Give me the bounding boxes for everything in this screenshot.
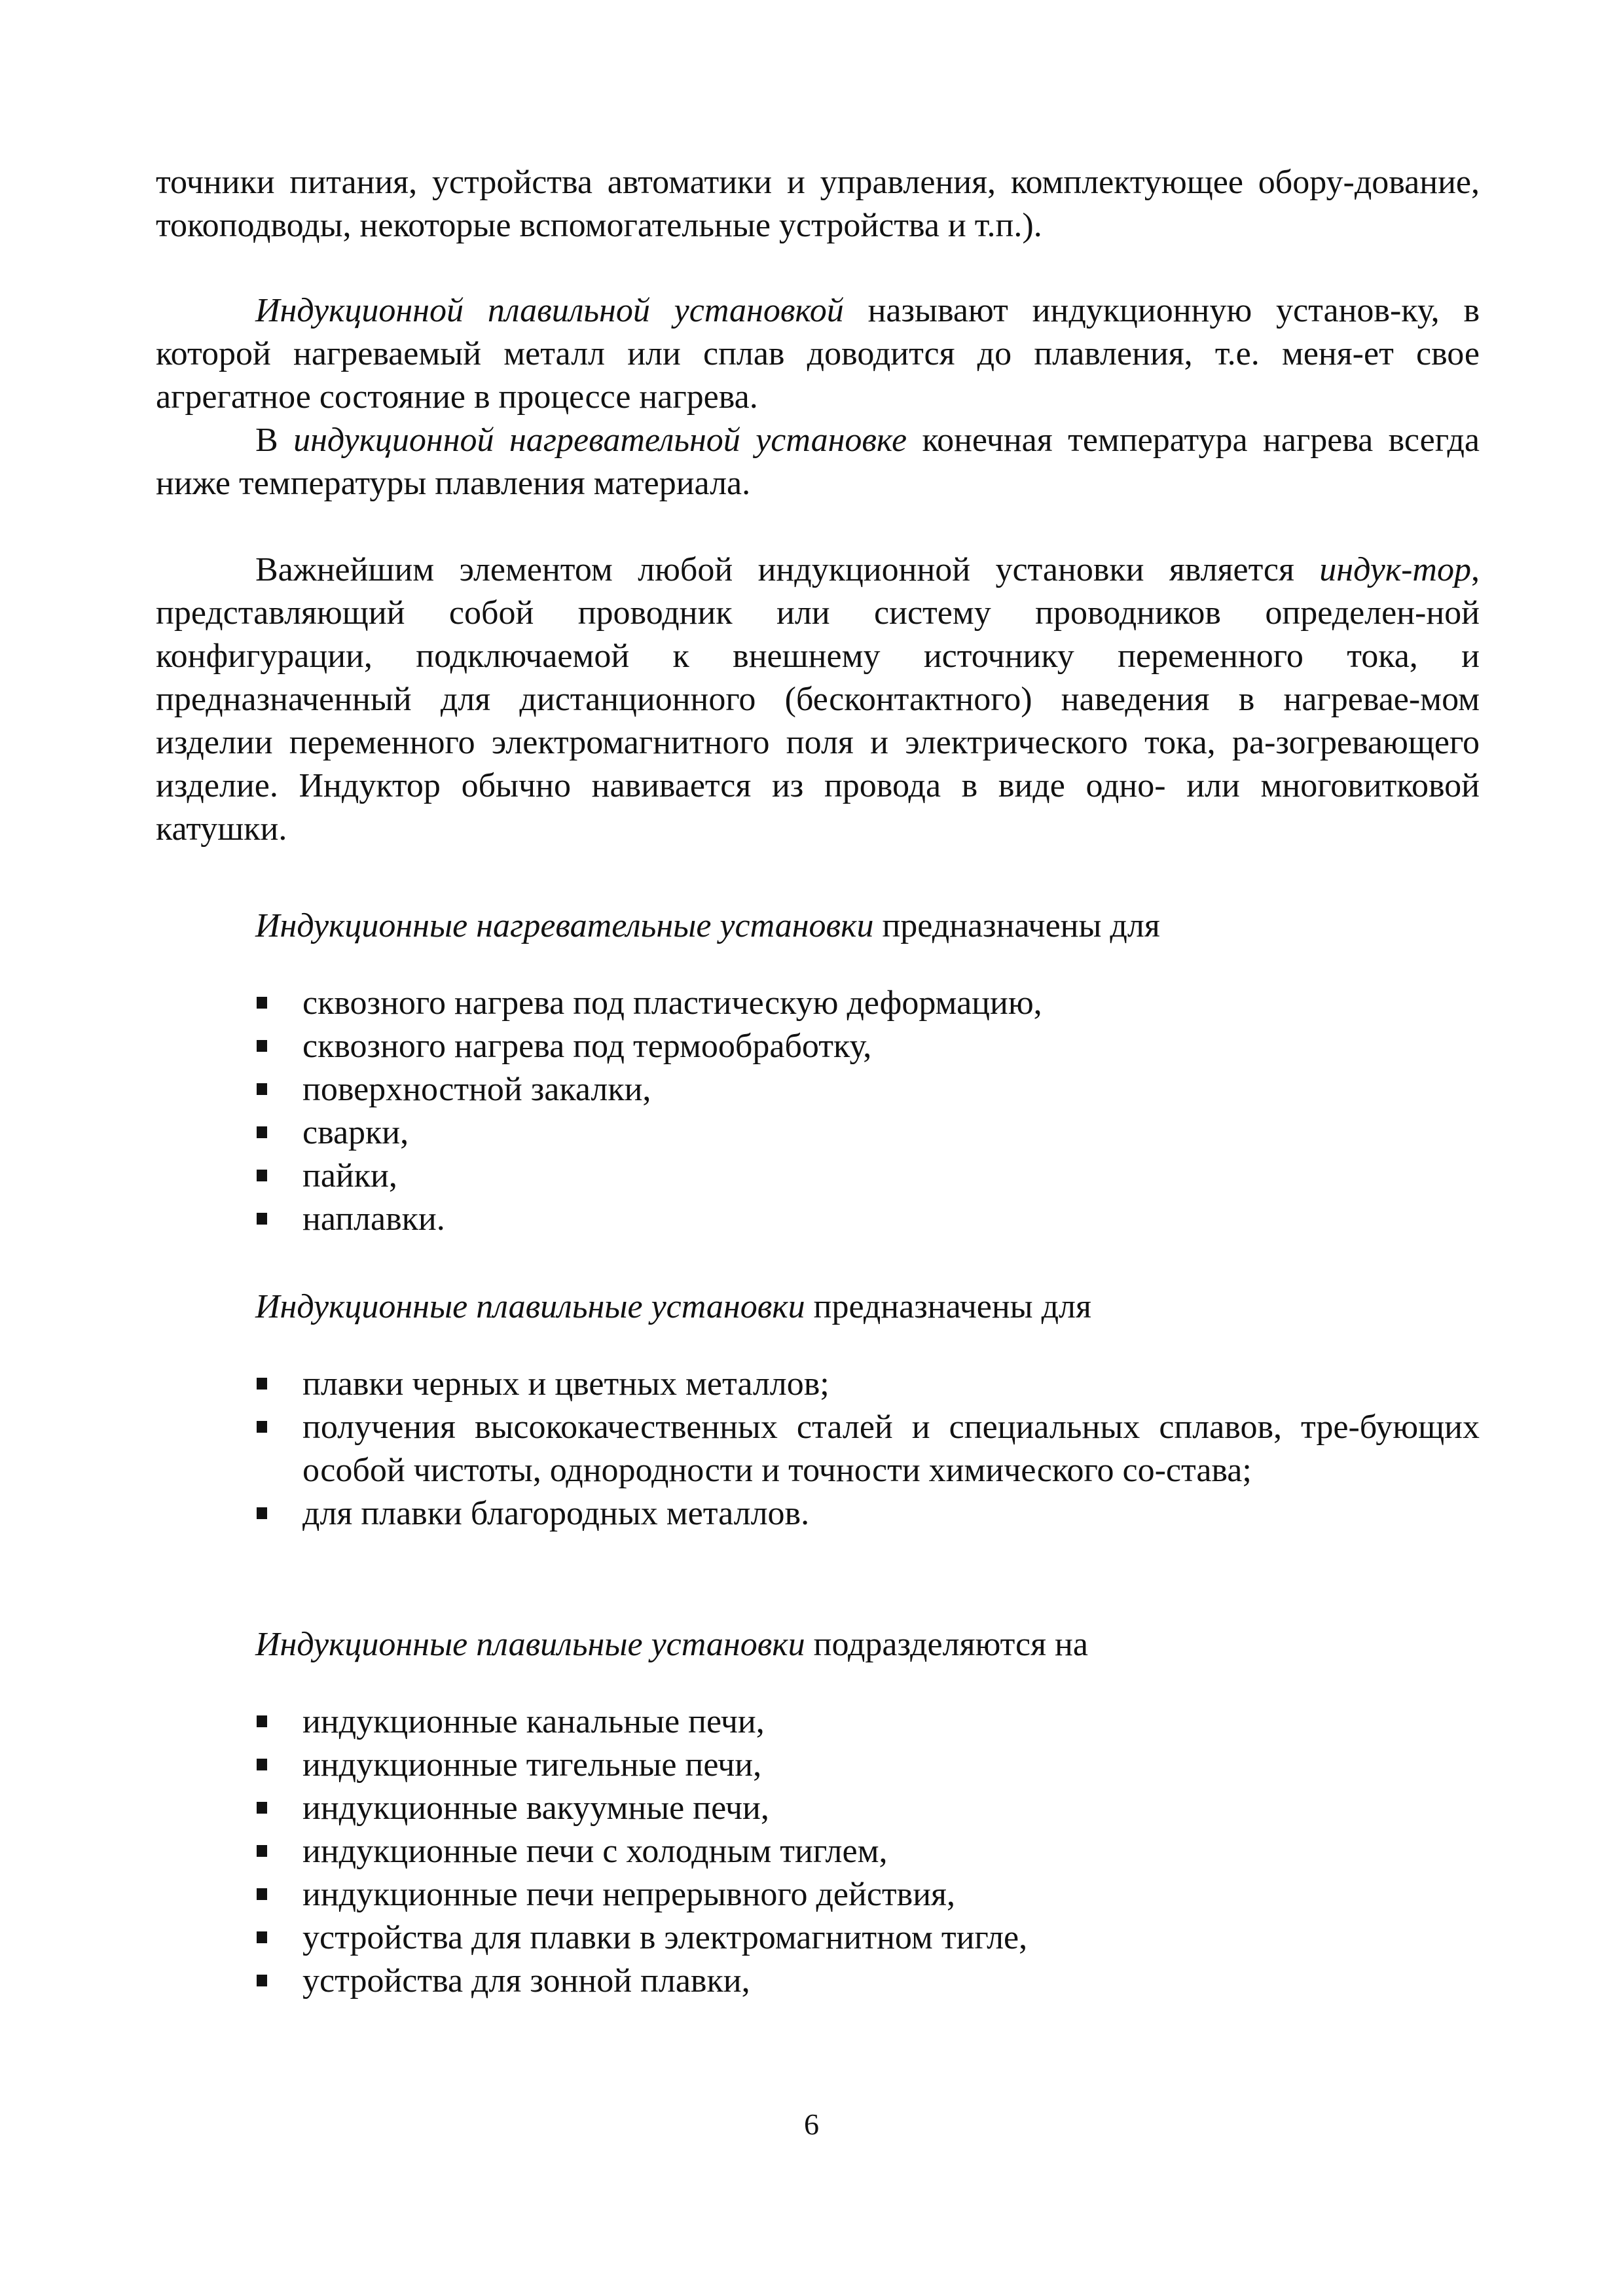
bullet-icon [257,1931,267,1943]
inductor-text: , представляющий собой проводник или систему проводников определен-ной конфигурации, подключаемой к внешнему источнику переменного тока, и предназначенный для дистанционного (бесконтактного) наведения в нагревае-мом изделии переменного электромагнитного поля и электрического тока, ра-зогревающего изделие. Индуктор обычно навивается из провода в виде одно- или многовитковой катушки. [156,551,1480,848]
melting-definition-term: Индукционной плавильной установкой [255,292,844,329]
bullet-icon [257,1083,267,1095]
melting-types-text: подразделяются на [805,1626,1088,1663]
list-item [0,1830,1480,1873]
heating-definition-text: конечная температура нагрева всегда ниже температуры плавления материала. [156,422,1480,502]
list-item-text: индукционные печи непрерывного действия, [302,1876,955,1913]
list-item [0,1700,1480,1744]
list-item [0,1155,1480,1198]
list-item-text: сквозного нагрева под термообработку, [302,1028,872,1065]
list-item [0,1873,1480,1916]
heating-purpose-list [0,982,1623,1241]
melting-definition-paragraph [156,289,1480,419]
bullet-icon [257,1040,267,1052]
melting-purpose-term: Индукционные плавильные установки [255,1288,805,1325]
bullet-icon [257,1507,267,1519]
list-item-text: пайки, [302,1157,397,1194]
heating-purpose-text: предназначены для [873,907,1160,944]
list-item [0,1198,1480,1241]
list-item [0,1111,1480,1155]
bullet-icon [257,1126,267,1138]
list-item [0,1406,1480,1492]
list-item-text: индукционные канальные печи, [302,1703,765,1740]
heating-definition-paragraph [156,419,1480,505]
intro-text: точники питания, устройства автоматики и управления, комплектующее обору-дование, токоподводы, некоторые вспомогательные устройства и т.п.). [156,164,1480,244]
bullet-icon [257,1975,267,1986]
list-item-text: сварки, [302,1114,409,1151]
list-item [0,1744,1480,1787]
heating-purpose-term: Индукционные нагревательные установки [255,907,874,944]
list-item [0,1068,1480,1111]
list-item-text: поверхностной закалки, [302,1071,651,1108]
list-item-text: индукционные печи с холодным тиглем, [302,1833,888,1870]
melting-purpose-text: предназначены для [805,1288,1091,1325]
bullet-icon [257,997,267,1009]
bullet-icon [257,1170,267,1181]
melting-types-list [0,1700,1623,2003]
list-item-text: для плавки благородных металлов. [302,1495,810,1532]
bullet-icon [257,1213,267,1225]
inductor-term: индук-тор [1319,551,1471,588]
bullet-icon [257,1421,267,1433]
bullet-icon [257,1378,267,1390]
bullet-icon [257,1759,267,1770]
list-item-text: сквозного нагрева под пластическую деформацию, [302,984,1042,1022]
bullet-icon [257,1802,267,1814]
melting-types-term: Индукционные плавильные установки [255,1626,805,1663]
heating-purpose-heading [255,905,1480,948]
list-item [0,982,1480,1025]
melting-purpose-heading [255,1285,1480,1329]
list-item [0,1916,1480,1960]
list-item-text: индукционные тигельные печи, [302,1746,762,1784]
list-item-text: плавки черных и цветных металлов; [302,1365,830,1403]
bullet-icon [257,1715,267,1727]
melting-purpose-list [0,1363,1623,1535]
melting-definition-text: называют индукционную установ-ку, в которой нагреваемый металл или сплав доводится до плавления, т.е. меня-ет свое агрегатное состояние в процессе нагрева. [156,292,1480,416]
bullet-icon [257,1845,267,1857]
intro-paragraph [156,161,1480,247]
heating-definition-prefix: В [255,422,294,459]
list-item [0,1363,1480,1406]
list-item [0,1025,1480,1068]
list-item-text: устройства для зонной плавки, [302,1962,750,2000]
inductor-prefix: Важнейшим элементом любой индукционной установки является [255,551,1320,588]
list-item-text: получения высококачественных сталей и специальных сплавов, тре-бующих особой чистоты, однородности и точности химического со-става; [302,1408,1480,1489]
list-item [0,1787,1480,1830]
list-item [0,1492,1480,1535]
inductor-paragraph [156,548,1480,851]
list-item-text: устройства для плавки в электромагнитном тигле, [302,1919,1028,1956]
list-item-text: наплавки. [302,1200,445,1238]
list-item-text: индукционные вакуумные печи, [302,1789,769,1827]
page-number: 6 [804,2108,819,2141]
list-item [0,1960,1480,2003]
bullet-icon [257,1888,267,1900]
melting-types-heading [255,1623,1480,1666]
heating-definition-term: индукционной нагревательной установке [293,422,907,459]
